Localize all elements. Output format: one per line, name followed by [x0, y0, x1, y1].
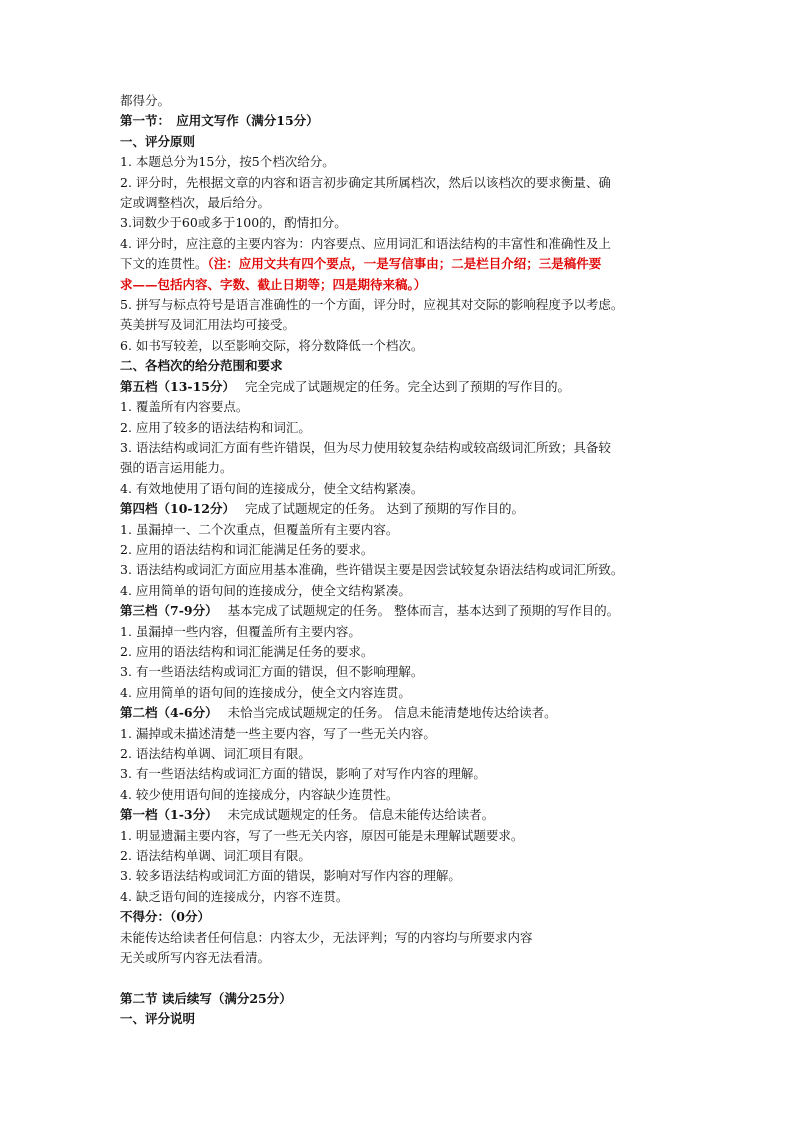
- level-1-desc: 未完成试题规定的任务。 信息未能传达给读者。: [227, 807, 495, 823]
- principle-4-note-line-2: 求——包括内容、字数、截止日期等；四是期待来稿。）: [120, 276, 427, 292]
- level-3-title: 第三档（7-9分）: [120, 603, 218, 619]
- principle-2-line-2: 定或调整档次，最后给分。: [120, 195, 271, 211]
- section-2-subtitle: 一、评分说明: [120, 1011, 196, 1027]
- level-5-item-1: 1. 覆盖所有内容要点。: [120, 399, 249, 415]
- blank-line: [120, 968, 680, 988]
- level-3-desc: 基本完成了试题规定的任务。 整体而言，基本达到了预期的写作目的。: [227, 603, 620, 619]
- level-5-header: [120, 377, 680, 397]
- levels-title: 二、各档次的给分范围和要求: [120, 358, 283, 374]
- intro-line: 都得分。: [120, 93, 171, 108]
- document-page: [120, 91, 680, 1030]
- level-5-item-2: 2. 应用了较多的语法结构和词汇。: [120, 419, 311, 435]
- level-1-item-3: 3. 较多语法结构或词汇方面的错误，影响对写作内容的理解。: [120, 868, 461, 884]
- section-1-heading: 第一节： 应用文写作（满分15分）: [120, 113, 319, 129]
- level-3-item-2: 2. 应用的语法结构和词汇能满足任务的要求。: [120, 643, 374, 659]
- principle-3: 3.词数少于60或多于100的，酌情扣分。: [120, 215, 347, 231]
- principle-4-line-1: 4. 评分时，应注意的主要内容为：内容要点、应用词汇和语法结构的丰富性和准确性及上: [120, 235, 611, 251]
- section-2-heading: 第二节 读后续写（满分25分）: [120, 990, 292, 1006]
- principle-4-text: 下文的连贯性。: [120, 256, 208, 272]
- principle-4-note: （注：应用文共有四个要点，一是写信事由；二是栏目介绍；三是稿件要: [207, 256, 602, 272]
- level-5-item-4: 4. 有效地使用了语句间的连接成分，使全文结构紧凑。: [120, 480, 424, 496]
- level-2-item-4: 4. 较少使用语句间的连接成分，内容缺少连贯性。: [120, 786, 399, 802]
- level-2-desc: 未恰当完成试题规定的任务。 信息未能清楚地传达给读者。: [227, 705, 557, 721]
- level-3-item-4: 4. 应用简单的语句间的连接成分，使全文内容连贯。: [120, 684, 411, 700]
- principle-1: 1. 本题总分为15分，按5个档次给分。: [120, 154, 335, 170]
- level-4-desc: 完成了试题规定的任务。 达到了预期的写作目的。: [244, 501, 524, 517]
- principle-6: 6. 如书写较差，以至影响交际，将分数降低一个档次。: [120, 337, 424, 353]
- principle-2-line-1: 2. 评分时，先根据文章的内容和语言初步确定其所属档次，然后以该档次的要求衡量、确: [120, 174, 611, 190]
- principle-5-line-1: 5. 拼写与标点符号是语言准确性的一个方面，评分时，应视其对交际的影响程度予以考虑。: [120, 297, 624, 313]
- level-4-item-3: 3. 语法结构或词汇方面应用基本准确，些许错误主要是因尝试较复杂语法结构或词汇所致。: [120, 562, 624, 578]
- level-5-title: 第五档（13-15分）: [120, 378, 235, 394]
- level-4-title: 第四档（10-12分）: [120, 501, 235, 517]
- level-3-header: [120, 601, 680, 621]
- level-2-item-3: 3. 有一些语法结构或词汇方面的错误，影响了对写作内容的理解。: [120, 766, 486, 782]
- level-3-item-1: 1. 虽漏掉一些内容，但覆盖所有主要内容。: [120, 623, 361, 639]
- principle-4-line-2: [120, 254, 680, 274]
- level-0-desc-line-1: 未能传达给读者任何信息：内容太少，无法评判；写的内容均与所要求内容: [120, 929, 533, 945]
- level-1-item-1: 1. 明显遗漏主要内容，写了一些无关内容，原因可能是未理解试题要求。: [120, 827, 524, 843]
- level-1-item-4: 4. 缺乏语句间的连接成分，内容不连贯。: [120, 888, 349, 904]
- level-2-title: 第二档（4-6分）: [120, 705, 218, 721]
- level-4-item-1: 1. 虽漏掉一、二个次重点，但覆盖所有主要内容。: [120, 521, 399, 537]
- principle-5-line-2: 英美拼写及词汇用法均可接受。: [120, 317, 296, 333]
- principles-title: 一、评分原则: [120, 133, 196, 149]
- level-4-item-2: 2. 应用的语法结构和词汇能满足任务的要求。: [120, 541, 374, 557]
- level-5-desc: 完全完成了试题规定的任务。完全达到了预期的写作目的。: [244, 378, 570, 394]
- level-3-item-3: 3. 有一些语法结构或词汇方面的错误，但不影响理解。: [120, 664, 424, 680]
- level-2-item-2: 2. 语法结构单调、词汇项目有限。: [120, 746, 311, 761]
- level-1-title: 第一档（1-3分）: [120, 807, 218, 823]
- level-1-header: [120, 805, 680, 825]
- level-0-desc-line-2: 无关或所写内容无法看清。: [120, 950, 271, 966]
- level-2-header: [120, 703, 680, 723]
- level-2-item-1: 1. 漏掉或未描述清楚一些主要内容，写了一些无关内容。: [120, 725, 436, 741]
- level-4-header: [120, 499, 680, 519]
- level-4-item-4: 4. 应用简单的语句间的连接成分，使全文结构紧凑。: [120, 582, 411, 598]
- level-0-title: 不得分：（0分）: [120, 909, 210, 925]
- level-5-item-3-line-2: 强的语言运用能力。: [120, 460, 233, 476]
- level-5-item-3-line-1: 3. 语法结构或词汇方面有些许错误，但为尽力使用较复杂结构或较高级词汇所致；具备较: [120, 439, 611, 455]
- level-1-item-2: 2. 语法结构单调、词汇项目有限。: [120, 848, 311, 864]
